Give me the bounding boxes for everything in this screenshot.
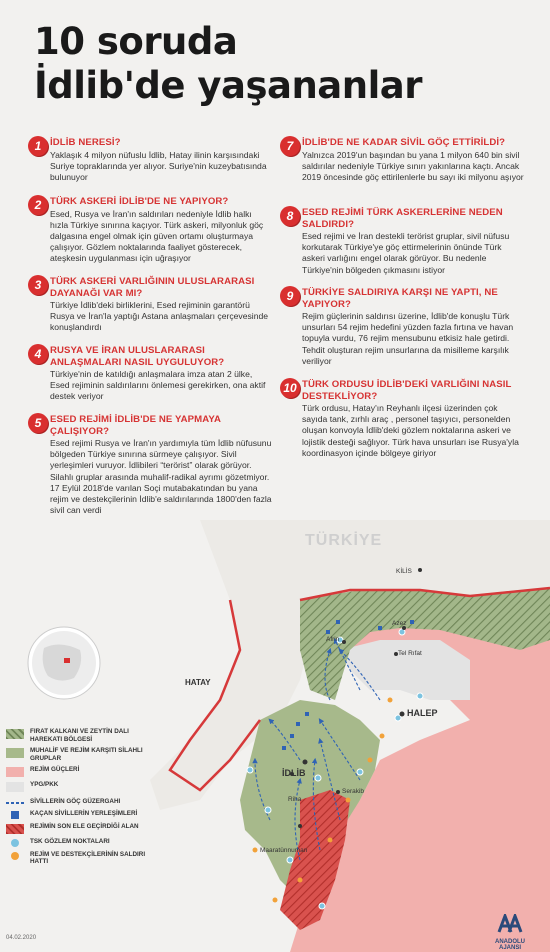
map-legend [6,728,156,870]
legend-item-muhalif [6,747,156,762]
aa-logo-text: ANADOLU AJANSI [495,939,525,951]
title-line-2: İdlib'de yaşananlar [34,64,423,107]
map-label-maaratunnuman: Maaratünnuman [260,847,308,854]
question-number: 2 [28,195,48,215]
question-title: TÜRK ORDUSU İDLİB'DEKİ VARLIĞINI NASIL DESTEKLİYOR? [302,379,512,402]
map-label-turkey: TÜRKİYE [305,532,383,549]
aa-logo-icon [497,914,523,934]
legend-swatch [6,802,24,804]
question-answer: Yaklaşık 4 milyon nüfuslu İdlib, Hatay ilinin karşısındaki Suriye topraklarında yer alıyor. Suriye'nin kuzeybatısında bulunuyor [50,149,267,182]
title-line-1: 10 soruda [34,20,238,63]
legend-item-firat [6,728,156,743]
question-answer: Yalnızca 2019'un başından bu yana 1 milyon 640 bin sivil saldırılar nedeniyle Türkiye sınırı yakınlarına kaçtı. Ancak 2019 öncesinde göç ettirilenlerle bu sayı iki milyonu aşıyor [302,149,524,182]
question-number: 8 [280,206,300,226]
question-3 [34,276,272,334]
question-answer: Esed, Rusya ve İran'ın saldırıları nedeniyle İdlib halkı hızla Türkiye sınırına kaçıyor. Türk askeri, milyonluk göç dalgasına engel olmak için güven ortamı oluşturmaya çalışıyor. Gözlem noktalarında faaliyet gösterecek, ateşkesin uygulanması için uğraşıyor [50,208,264,264]
question-number: 5 [28,413,48,433]
question-title: TÜRK ASKERİ VARLIĞININ ULUSLARARASI DAYANAĞI VAR MI? [50,276,255,299]
question-title: TÜRK ASKERİ İDLİB'DE NE YAPIYOR? [50,196,229,207]
aa-logo [484,914,536,951]
question-answer: Esed rejimi Rusya ve İran'ın yardımıyla tüm İdlib nüfusunu bölgeden Türkiye sınırına sürmeye çalışıyor. Sivil yerleşimleri vuruyor. İdlibileri “terörist” olarak görüyor. Silahlı gruplar arasında muhalif-radikal ayrımı gözetmiyor. 17 Eylül 2018'de varılan Soçi mutabakatından bu yana rejim ve destekçilerinin İdlib'e saldırılarında 1800'den fazla sivil can verdi [50,438,272,516]
legend-item-tsk [6,838,156,847]
question-title: TÜRKİYE SALDIRIYA KARŞI NE YAPTI, NE YAPIYOR? [302,287,498,310]
question-number: 10 [280,378,300,398]
question-5 [34,414,272,516]
legend-item-rejim-son [6,823,156,834]
legend-swatch [6,767,24,777]
map-label-idlib: İDLİB [282,768,306,778]
map-label-azez: Azez [392,620,407,627]
question-4 [34,345,272,403]
question-9 [286,287,524,367]
legend-label: MUHALİF VE REJİM KARŞITI SİLAHLI GRUPLAR [30,747,143,762]
map-label-tel-rifat: Tel Rıfat [398,650,422,657]
inset-globe [28,627,100,699]
legend-label: YPG/PKK [30,781,59,788]
map-label-hatay: HATAY [185,678,211,687]
question-number: 3 [28,275,48,295]
legend-item-kacan [6,810,156,819]
legend-swatch [11,811,19,819]
legend-swatch [11,852,19,860]
legend-item-destekci [6,851,156,866]
legend-swatch [6,824,24,834]
legend-label: REJİM GÜÇLERİ [30,766,80,773]
question-1 [34,137,272,183]
question-answer: Türkiye'nin de katıldığı anlaşmalara imza atan 2 ülke, Esed rejiminin saldırılarını önlemesi gerekirken, ona aktif destek veriyor [50,369,266,402]
question-number: 9 [280,286,300,306]
question-answer: Esed rejimi ve İran destekli terörist gruplar, sivil nüfusu korkutarak Türkiye'ye göç ettirmelerinin önünde Türk askeri varlığını engel olarak görüyor. Bu nedenle Türkiye'nin bölgeden çıkmasını istiyor [302,231,510,275]
question-title: RUSYA VE İRAN ULUSLARARASI ANLAŞMALARI NASIL UYGULUYOR? [50,345,225,368]
map-label-riha: Riha [288,796,302,803]
legend-item-rejim [6,766,156,777]
question-2 [34,196,272,265]
publish-date: 04.02.2020 [6,935,37,941]
question-7 [286,137,524,183]
question-title: İDLİB NERESİ? [50,137,121,148]
map-label-afrin: Afrin [326,636,340,643]
legend-swatch [11,839,19,847]
question-10 [283,379,524,459]
question-number: 7 [280,136,300,156]
legend-label: SİVİLLERİN GÖÇ GÜZERGAHI [30,798,121,805]
legend-item-goc [6,798,156,806]
legend-swatch [6,729,24,739]
map-label-serakib: Serakib [342,788,365,795]
question-number: 1 [28,136,48,156]
question-title: ESED REJİMİ İDLİB'DE NE YAPMAYA ÇALIŞIYOR? [50,414,221,437]
legend-item-ypg [6,781,156,792]
map-label-halep: HALEP [407,708,438,718]
legend-swatch [6,748,24,758]
legend-label: KAÇAN SİVİLLERİN YERLEŞİMLERİ [30,809,138,817]
question-number: 4 [28,344,48,364]
question-8 [286,207,524,276]
question-answer: Türkiye İdlib'deki birliklerini, Esed rejiminin garantörü Rusya ve İran'la yaptığı Astana anlaşmaları çerçevesinde konuşlandırdı [50,300,269,333]
map-label-kilis: KİLİS [396,568,412,575]
legend-swatch [6,782,24,792]
page-title [34,20,422,108]
legend-label: FIRAT KALKANI VE ZEYTİN DALI HAREKATI BÖLGESİ [30,728,129,743]
legend-label: TSK GÖZLEM NOKTALARI [30,837,110,845]
question-answer: Türk ordusu, Hatay'ın Reyhanlı ilçesi üzerinden çok sayıda tank, zırhlı araç , personel taşıyıcı, personelden oluşan konvoyla İdlib'deki gözlem noktalarına askeri ve lojistik desteği sağlıyor. Türk hava unsurları ise Rusya'yla koordinasyon içinde bölgeye giriyor [302,403,519,458]
question-title: İDLİB'DE NE KADAR SİVİL GÖÇ ETTİRİLDİ? [302,137,506,148]
question-title: ESED REJİMİ TÜRK ASKERLERİNE NEDEN SALDIRDI? [302,207,503,230]
legend-label: REJİMİN SON ELE GEÇİRDİĞİ ALAN [30,822,139,830]
question-answer: Rejim güçlerinin saldırısı üzerine, İdlib'de konuşlu Türk unsurları 54 rejim hedefini yüzden fazla fırtına ve havan topuyla vurdu, 76 rejim mensubunu etkisiz hale getirdi. Tehdit oluşturan rejim unsurlarına da misilleme karşılık veriliyor [302,311,514,366]
legend-label: REJİM VE DESTEKÇİLERİNİN SALDIRI HATTI [30,850,146,865]
